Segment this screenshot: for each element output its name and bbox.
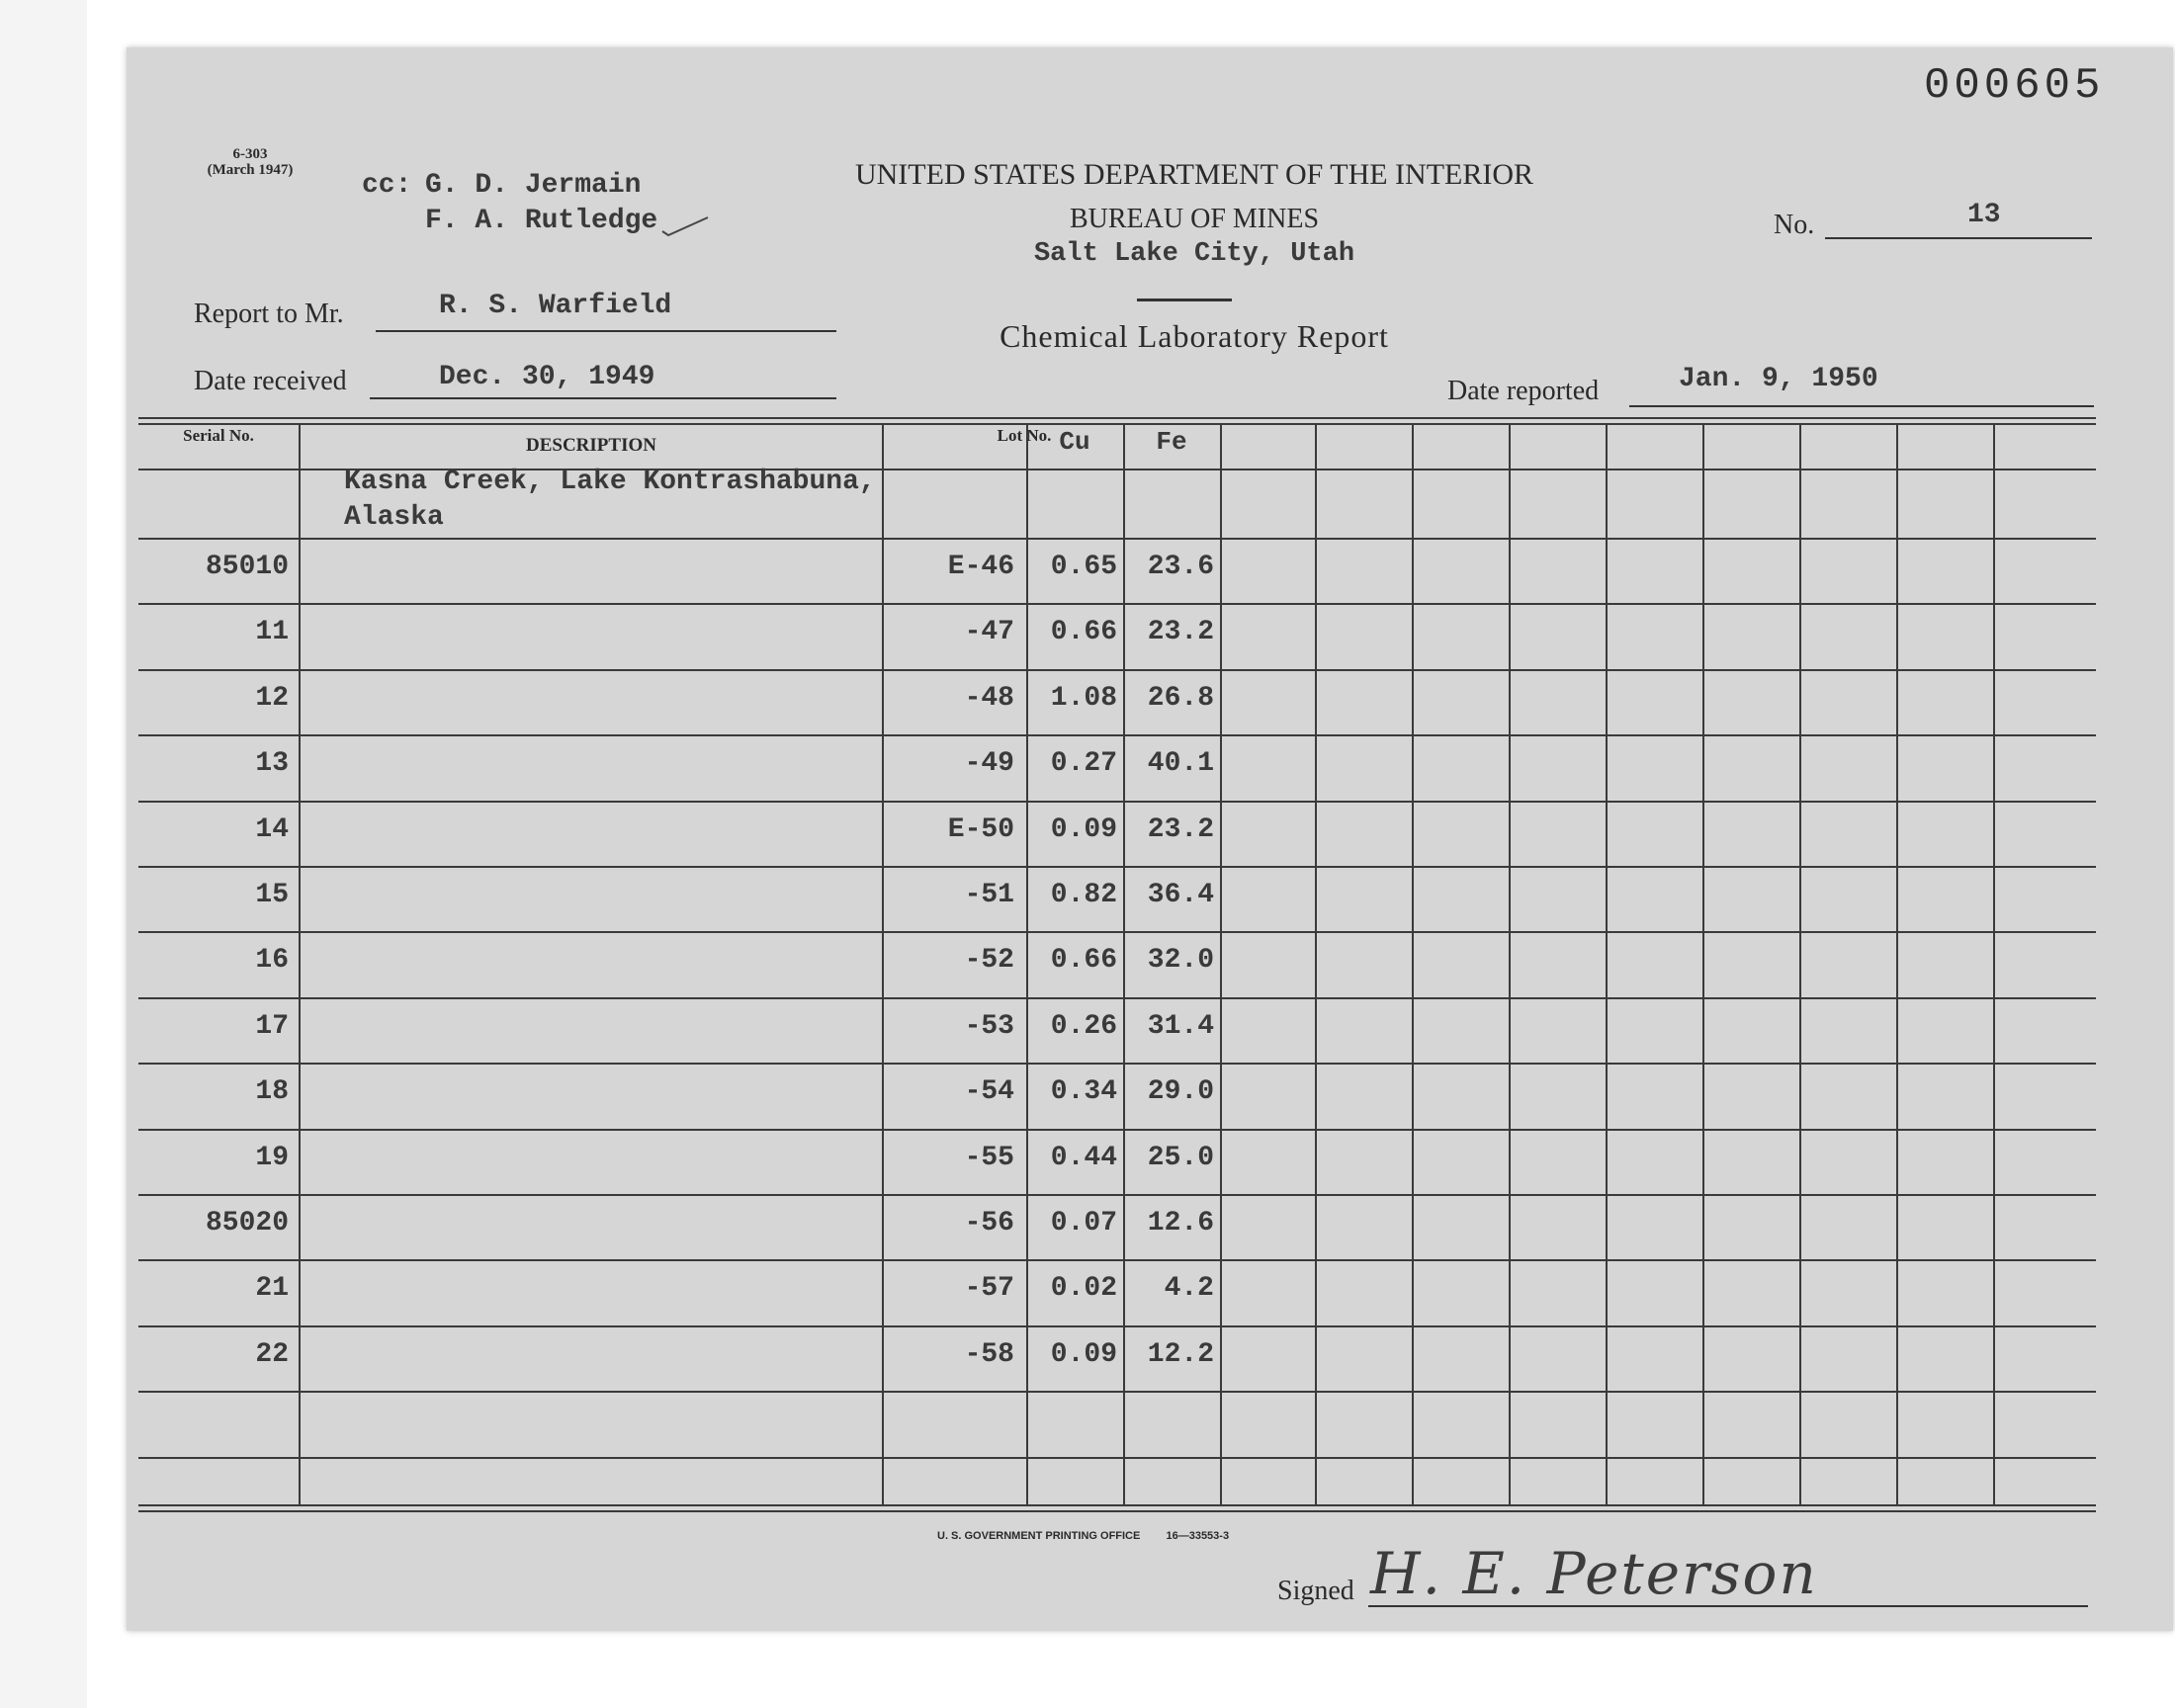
serial-no-cell: 18 [255,1076,289,1108]
cc-name-1: G. D. Jermain [425,170,642,201]
serial-no-cell: 21 [255,1273,289,1305]
date-received-value: Dec. 30, 1949 [439,362,655,392]
header-fe: Fe [1156,427,1187,457]
form-number: 6-303 [232,146,268,162]
report-to-label: Report to Mr. [194,299,344,329]
lot-no-cell: -49 [964,748,1014,780]
row-rule [138,603,2096,605]
form-code [186,146,314,178]
serial-no-cell: 85010 [205,552,289,582]
form-date: (March 1947) [207,162,294,178]
col-divider-blank-3 [1509,423,1511,1504]
table-top-rule [138,417,2096,419]
printer-code: 16—33553-3 [1166,1530,1230,1542]
location: Salt Lake City, Utah [1033,239,1355,269]
date-reported-value: Jan. 9, 1950 [1679,364,1878,394]
description-line-1: Kasna Creek, Lake Kontrashabuna, [344,467,876,497]
col-divider-serial [299,423,301,1504]
row-rule [138,801,2096,803]
cc-name-2: F. A. Rutledge [425,206,658,236]
row-rule [138,1325,2096,1327]
report-to-value: R. S. Warfield [439,291,672,321]
table-bottom-rule-2 [138,1510,2096,1512]
cu-cell: 0.44 [1050,1142,1117,1173]
date-reported-label: Date reported [1447,376,1600,406]
header-divider [1137,299,1232,301]
col-divider-blank-5 [1702,423,1704,1504]
lot-no-cell: -53 [964,1010,1014,1042]
cu-cell: 0.82 [1050,880,1117,910]
col-divider-description [882,423,884,1504]
scan-margin [0,0,87,1708]
row-rule [138,1194,2096,1196]
fe-cell: 31.4 [1147,1010,1214,1042]
row-rule [138,1259,2096,1261]
lot-no-cell: E-50 [947,813,1014,845]
lab-report-sheet [127,47,2173,1631]
lot-no-cell: -51 [964,880,1014,910]
lot-no-cell: -52 [964,945,1014,977]
cu-cell: 0.09 [1050,813,1117,845]
date-reported-line [1629,405,2094,407]
header-description: DESCRIPTION [526,435,656,456]
row-rule [138,931,2096,933]
lot-no-cell: -55 [964,1142,1014,1173]
cu-cell: 0.66 [1050,945,1117,977]
fe-cell: 26.8 [1147,682,1214,714]
fe-cell: 12.6 [1147,1208,1214,1238]
date-received-line [370,397,836,399]
report-title: Chemical Laboratory Report [1000,318,1389,354]
col-divider-blank-7 [1896,423,1898,1504]
row-rule [138,997,2096,999]
row-rule [138,1129,2096,1131]
fe-cell: 32.0 [1147,945,1214,977]
cu-cell: 0.07 [1050,1208,1117,1238]
table-bottom-rule [138,1504,2096,1506]
serial-no-cell: 16 [255,945,289,977]
row-rule [138,1457,2096,1459]
cu-cell: 0.65 [1050,552,1117,582]
col-divider-blank-8 [1993,423,1995,1504]
col-divider-blank-4 [1606,423,1608,1504]
date-received-label: Date received [194,366,347,396]
fe-cell: 23.2 [1147,813,1214,845]
lot-no-cell: E-46 [947,552,1014,582]
printer-credit [937,1530,1229,1542]
row-rule [138,734,2096,736]
serial-no-cell: 85020 [205,1208,289,1238]
lot-no-cell: -58 [964,1338,1014,1370]
fe-cell: 40.1 [1147,748,1214,780]
lot-no-cell: -57 [964,1273,1014,1305]
row-rule [138,669,2096,671]
report-no-label: No. [1774,210,1815,240]
lot-no-cell: -47 [964,617,1014,648]
row-rule [138,538,2096,540]
department-heading: UNITED STATES DEPARTMENT OF THE INTERIOR [854,158,1534,191]
fe-cell: 4.2 [1164,1273,1214,1305]
fe-cell: 36.4 [1147,880,1214,910]
serial-no-cell: 14 [255,813,289,845]
fe-cell: 12.2 [1147,1338,1214,1370]
report-no-value: 13 [1967,200,2001,230]
col-divider-blank-6 [1799,423,1801,1504]
lot-no-cell: -48 [964,682,1014,714]
cc-label: cc: [362,170,412,201]
col-divider-blank-2 [1412,423,1414,1504]
col-divider-fe [1220,423,1222,1504]
cu-cell: 0.27 [1050,748,1117,780]
fe-cell: 23.2 [1147,617,1214,648]
serial-no-cell: 17 [255,1010,289,1042]
serial-no-cell: 22 [255,1338,289,1370]
cu-cell: 0.66 [1050,617,1117,648]
cu-cell: 0.02 [1050,1273,1117,1305]
col-divider-blank-1 [1315,423,1317,1504]
cu-cell: 0.09 [1050,1338,1117,1370]
serial-no-cell: 12 [255,682,289,714]
report-no-line [1825,237,2092,239]
lot-no-cell: -54 [964,1076,1014,1108]
header-cu: Cu [1059,427,1090,457]
cu-cell: 0.34 [1050,1076,1117,1108]
fe-cell: 25.0 [1147,1142,1214,1173]
cu-cell: 0.26 [1050,1010,1117,1042]
cu-cell: 1.08 [1050,682,1117,714]
lot-no-cell: -56 [964,1208,1014,1238]
table-top-rule-2 [138,423,2096,425]
signed-label: Signed [1277,1576,1354,1606]
report-to-line [376,330,836,332]
fe-cell: 29.0 [1147,1076,1214,1108]
signature: H. E. Peterson [1370,1540,1818,1607]
row-rule [138,866,2096,868]
serial-no-cell: 13 [255,748,289,780]
fe-cell: 23.6 [1147,552,1214,582]
stamp-number: 000605 [1924,61,2105,111]
row-rule [138,1063,2096,1065]
serial-no-cell: 19 [255,1142,289,1173]
check-mark [660,215,710,237]
description-line-2: Alaska [344,502,444,533]
printer-name: U. S. GOVERNMENT PRINTING OFFICE [937,1530,1141,1542]
header-lot: Lot No. [997,426,1052,445]
bureau-heading: BUREAU OF MINES [1069,204,1320,234]
header-serial: Serial No. [183,426,254,445]
row-rule [138,1391,2096,1393]
serial-no-cell: 11 [255,617,289,648]
serial-no-cell: 15 [255,880,289,910]
